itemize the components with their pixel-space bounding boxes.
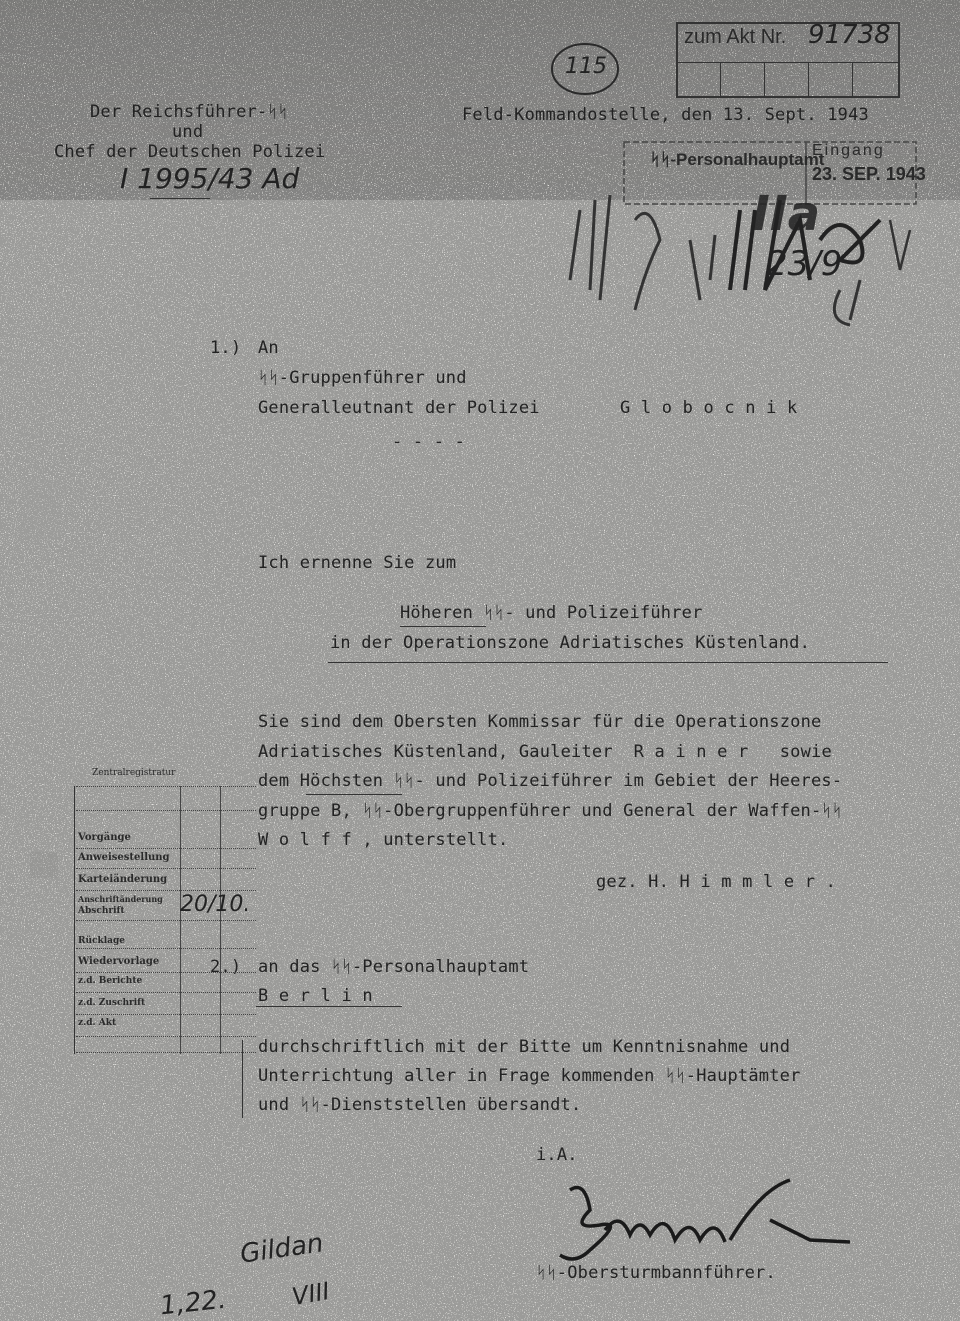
- registry-stamp-rule: [76, 868, 256, 869]
- registry-stamp-row: Abschrift: [78, 906, 125, 916]
- letterhead-line2: und: [172, 122, 204, 142]
- folio-number: 115: [565, 54, 607, 79]
- registry-stamp-row: Rücklage: [78, 936, 126, 946]
- registry-stamp-row: z.d. Akt: [78, 1018, 117, 1028]
- file-box-cell: [678, 62, 721, 98]
- registry-stamp-row: Wiedervorlage: [78, 956, 160, 967]
- registry-stamp-rule: [76, 890, 256, 891]
- registry-stamp-rule: [76, 1014, 256, 1015]
- second-city: B e r l i n: [258, 986, 373, 1006]
- registry-stamp-row: z.d. Berichte: [78, 976, 143, 986]
- body-position2: in der Operationszone Adriatisches Küstenland.: [330, 633, 811, 653]
- body-para-line: Sie sind dem Obersten Kommissar für die Operationszone: [258, 712, 822, 732]
- registry-stamp-rule: [76, 786, 256, 787]
- handwritten-annotation-1: IIa: [752, 186, 821, 242]
- recipient-to: An: [258, 338, 279, 358]
- margin-note-1: Gildan: [238, 1228, 326, 1270]
- handwritten-annotation-2: 23/9: [766, 244, 843, 284]
- recipient-number: 1.): [210, 338, 242, 358]
- registry-stamp-rule: [76, 972, 256, 973]
- registry-stamp-rule: [76, 992, 256, 993]
- margin-note-2: 1,22.: [158, 1284, 228, 1321]
- letterhead-line1: Der Reichsführer-ᛋᛋ: [90, 102, 289, 122]
- body-para-line: W o l f f , unterstellt.: [258, 830, 509, 850]
- body-para-line: Adriatisches Küstenland, Gauleiter R a i n e r sowie: [258, 742, 832, 762]
- recipient-name: G l o b o c n i k: [620, 398, 798, 418]
- position2-underline: [328, 662, 888, 663]
- received-office: ᛋᛋ-Personalhauptamt: [650, 150, 825, 169]
- file-box-label: zum Akt Nr.: [684, 26, 787, 48]
- recipient-rank1: ᛋᛋ-Gruppenführer und: [258, 368, 467, 388]
- registry-stamp-rule: [76, 1036, 256, 1037]
- city-underline: [256, 1006, 402, 1007]
- registry-stamp-date: 20/10.: [180, 892, 251, 917]
- received-word: Eingang: [812, 142, 885, 159]
- file-box-number: 91738: [808, 20, 891, 50]
- closing-rank: ᛋᛋ-Obersturmbannführer.: [536, 1263, 776, 1283]
- registry-stamp-rule: [76, 848, 256, 849]
- received-date: 23. SEP. 1943: [812, 164, 926, 184]
- body-position1: Höheren ᛋᛋ- und Polizeiführer: [400, 603, 703, 623]
- second-line: durchschriftlich mit der Bitte um Kenntnisnahme und: [258, 1037, 791, 1057]
- position-underline: [400, 626, 486, 627]
- file-box-cell: [808, 62, 853, 98]
- recipient-dashes: - - - -: [392, 432, 466, 452]
- typed-signature: gez. H. H i m m l e r .: [596, 872, 837, 892]
- registry-stamp-rule: [76, 920, 256, 921]
- registry-stamp-row: Vorgänge: [78, 832, 131, 843]
- reference-number: I 1995/43 Ad: [120, 162, 300, 195]
- registry-stamp: [74, 768, 256, 1054]
- reference-underline: [150, 198, 210, 199]
- file-box-cell: [764, 62, 809, 98]
- body-para-line: dem Höchsten ᛋᛋ- und Polizeiführer im Gebiet der Heeres-: [258, 771, 843, 791]
- closing-ia: i.A.: [536, 1145, 578, 1165]
- letterhead-line3: Chef der Deutschen Polizei: [54, 142, 326, 162]
- registry-stamp-header: Zentralregistratur: [92, 768, 176, 778]
- registry-stamp-row: Karteiänderung: [78, 874, 168, 885]
- body-para-line: gruppe B, ᛋᛋ-Obergruppenführer und General der Waffen-ᛋᛋ: [258, 801, 843, 821]
- recipient-rank2: Generalleutnant der Polizei: [258, 398, 540, 418]
- registry-stamp-row: Anschriftänderung: [78, 894, 163, 904]
- second-to: an das ᛋᛋ-Personalhauptamt: [258, 957, 530, 977]
- registry-stamp-row: Anweisestellung: [78, 852, 170, 863]
- place-date: Feld-Kommandostelle, den 13. Sept. 1943: [462, 105, 869, 125]
- body-opening: Ich ernenne Sie zum: [258, 553, 457, 573]
- registry-stamp-rule: [76, 810, 256, 811]
- pencil-annotation-icon: [540, 180, 920, 330]
- file-box-cell: [720, 62, 765, 98]
- second-line: und ᛋᛋ-Dienststellen übersandt.: [258, 1095, 582, 1115]
- second-number: 2.): [210, 957, 242, 977]
- registry-stamp-row: z.d. Zuschrift: [78, 998, 146, 1008]
- hoechsten-underline: [306, 794, 402, 795]
- second-line: Unterrichtung aller in Frage kommenden ᛋᛋ-Hauptämter: [258, 1066, 801, 1086]
- margin-note-3: VIII: [289, 1276, 332, 1312]
- registry-stamp-rule: [76, 948, 256, 949]
- registry-stamp-rule: [76, 1052, 256, 1053]
